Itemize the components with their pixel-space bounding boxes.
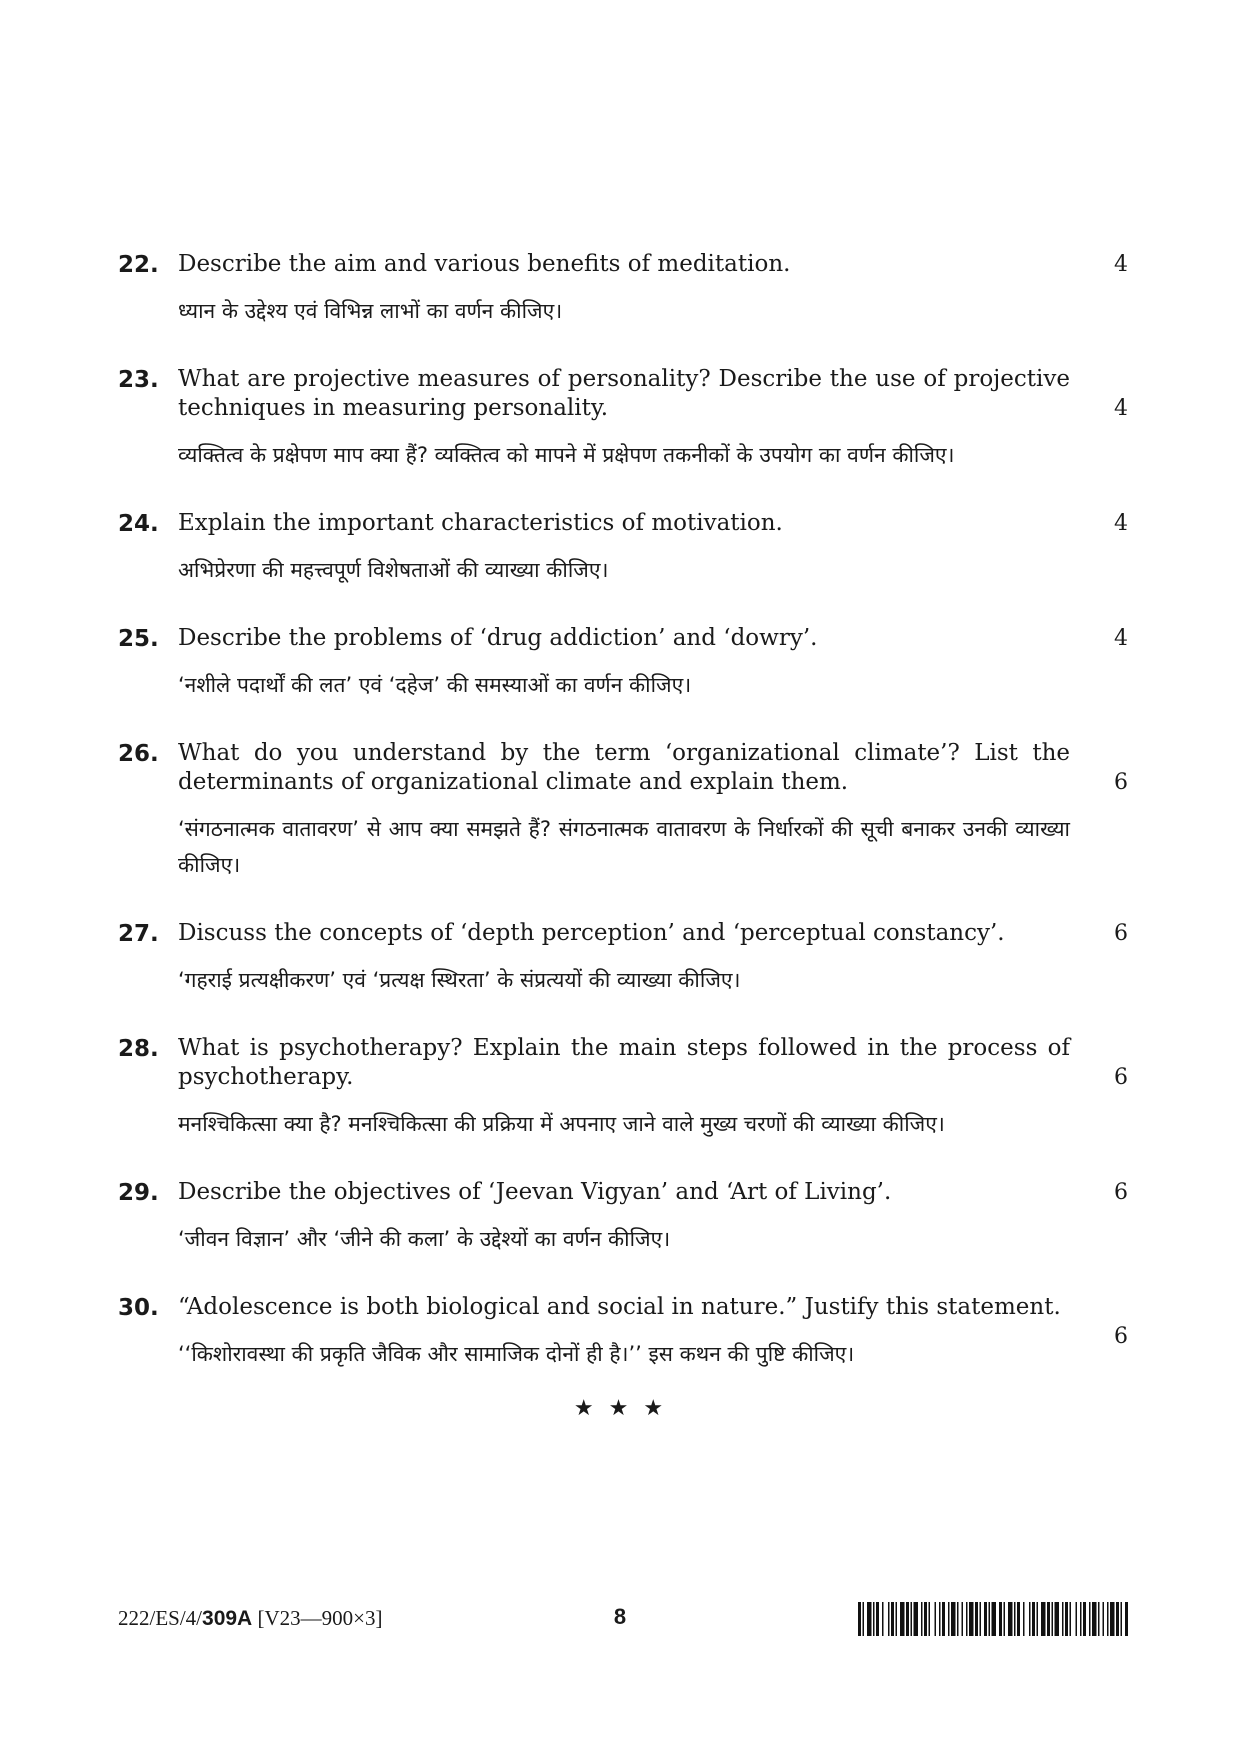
barcode-bar [882, 1602, 884, 1636]
question-26 [118, 739, 1128, 883]
barcode-bar [1047, 1602, 1050, 1636]
barcode-bar [975, 1602, 978, 1636]
question-text-english: Discuss the concepts of ‘depth perception’ and ‘perceptual constancy’. [178, 920, 1005, 946]
barcode-bar [957, 1602, 959, 1636]
barcode-bar [911, 1602, 913, 1636]
question-number: 28. [118, 1036, 159, 1062]
question-marks: 4 [1114, 396, 1128, 421]
barcode-bar [935, 1602, 937, 1636]
barcode-bar [942, 1602, 945, 1636]
question-text-english: Explain the important characteristics of motivation. [178, 510, 783, 536]
question-number: 24. [118, 511, 159, 537]
barcode-bar [939, 1602, 941, 1636]
question-23 [118, 365, 1128, 473]
question-marks: 4 [1114, 511, 1128, 536]
barcode-bar [1037, 1602, 1039, 1636]
barcode-image [858, 1602, 1128, 1636]
question-text-hindi: व्यक्तित्व के प्रक्षेपण माप क्या हैं? व्यक्तित्व को मापने में प्रक्षेपण तकनीकों के उपयोग का वर्णन कीजिए। [178, 443, 955, 467]
question-text-hindi: मनश्चिकित्सा क्या है? मनश्चिकित्सा की प्रक्रिया में अपनाए जाने वाले मुख्य चरणों की व्याख्या कीजिए। [178, 1112, 945, 1136]
barcode-bar [966, 1602, 968, 1636]
barcode-bar [1098, 1602, 1100, 1636]
barcode-bar [1055, 1602, 1060, 1636]
question-text-english: What is psychotherapy? Explain the main steps followed in the process of psychotherapy. [178, 1035, 1070, 1090]
barcode-bar [999, 1602, 1002, 1636]
barcode-bar [863, 1602, 865, 1636]
question-27 [118, 919, 1128, 998]
question-text-english: “Adolescence is both biological and social in nature.” Justify this statement. [178, 1294, 1061, 1320]
barcode-bar [1083, 1602, 1086, 1636]
paper-code [118, 1606, 382, 1631]
barcode-bar [876, 1602, 879, 1636]
barcode-bar [858, 1602, 861, 1636]
barcode-bar [1080, 1602, 1082, 1636]
question-29 [118, 1178, 1128, 1257]
question-list [118, 250, 1128, 1408]
barcode-bar [1004, 1602, 1006, 1636]
barcode-bar [1065, 1602, 1068, 1636]
barcode-bar [948, 1602, 950, 1636]
barcode-bar [1089, 1602, 1091, 1636]
question-text-hindi: ‘जीवन विज्ञान’ और ‘जीने की कला’ के उद्देश्यों का वर्णन कीजिए। [178, 1227, 671, 1251]
barcode-bar [984, 1602, 987, 1636]
barcode-bar [891, 1602, 894, 1636]
question-text-hindi: ‘नशीले पदार्थों की लत’ एवं ‘दहेज’ की समस्याओं का वर्णन कीजिए। [178, 673, 692, 697]
question-text-hindi: ध्यान के उद्देश्य एवं विभिन्न लाभों का वर्णन कीजिए। [178, 299, 563, 323]
question-text-hindi: अभिप्रेरणा की महत्त्वपूर्ण विशेषताओं की व्याख्या कीजिए। [178, 558, 609, 582]
barcode-bar [969, 1602, 974, 1636]
barcode-bar [951, 1602, 956, 1636]
paper-code-prefix: 222/ES/4/ [118, 1606, 203, 1630]
question-marks: 6 [1114, 1324, 1128, 1349]
question-24 [118, 509, 1128, 588]
barcode-bar [900, 1602, 905, 1636]
question-number: 29. [118, 1180, 159, 1206]
question-text-hindi: ‘संगठनात्मक वातावरण’ से आप क्या समझते हैं? संगठनात्मक वातावरण के निर्धारकों की सूची बनाकर उनकी व्याख्या कीजिए। [178, 817, 1070, 877]
end-of-paper-stars: ★ ★ ★ [573, 1396, 668, 1421]
question-text-english: Describe the problems of ‘drug addiction’ and ‘dowry’. [178, 625, 818, 651]
barcode-bar [989, 1602, 991, 1636]
question-number: 26. [118, 741, 159, 767]
question-number: 25. [118, 626, 159, 652]
barcode-bar [1062, 1602, 1064, 1636]
barcode-bar [980, 1602, 982, 1636]
question-number: 30. [118, 1295, 159, 1321]
barcode-bar [1029, 1602, 1031, 1636]
barcode-bar [873, 1602, 875, 1636]
question-number: 27. [118, 921, 159, 947]
barcode-bar [1107, 1602, 1109, 1636]
question-text-hindi: ‘गहराई प्रत्यक्षीकरण’ एवं ‘प्रत्यक्ष स्थिरता’ के संप्रत्ययों की व्याख्या कीजिए। [178, 968, 741, 992]
barcode-bar [1092, 1602, 1097, 1636]
question-marks: 6 [1114, 770, 1128, 795]
question-text-english: What do you understand by the term ‘organizational climate’? List the determinants of organizational climate and explain them. [178, 740, 1070, 795]
paper-code-bold: 309A [202, 1607, 253, 1630]
barcode-bar [867, 1602, 872, 1636]
barcode-bar [921, 1602, 923, 1636]
barcode-bar [1070, 1602, 1072, 1636]
question-text-english: What are projective measures of personality? Describe the use of projective techniques in measuring personality. [178, 366, 1070, 421]
barcode-bar [1125, 1602, 1128, 1636]
barcode-bar [1076, 1602, 1078, 1636]
question-28 [118, 1034, 1128, 1142]
question-marks: 6 [1114, 921, 1128, 946]
question-marks: 4 [1114, 626, 1128, 651]
barcode-bar [1110, 1602, 1115, 1636]
barcode-bar [962, 1602, 964, 1636]
barcode-bar [914, 1602, 919, 1636]
question-30 [118, 1293, 1128, 1372]
barcode-bar [896, 1602, 898, 1636]
question-marks: 4 [1114, 252, 1128, 277]
page-number: 8 [613, 1604, 627, 1629]
question-text-english: Describe the aim and various benefits of meditation. [178, 251, 791, 277]
question-number: 23. [118, 367, 159, 393]
barcode-bar [924, 1602, 927, 1636]
barcode-bar [992, 1602, 997, 1636]
barcode-bar [1023, 1602, 1025, 1636]
barcode-bar [1052, 1602, 1054, 1636]
question-marks: 6 [1114, 1180, 1128, 1205]
paper-code-suffix: [V23—900×3] [252, 1606, 383, 1630]
barcode-bar [888, 1602, 890, 1636]
barcode-bar [1121, 1602, 1123, 1636]
barcode-bar [1041, 1602, 1046, 1636]
barcode-bar [1116, 1602, 1119, 1636]
question-22 [118, 250, 1128, 329]
question-marks: 6 [1114, 1065, 1128, 1090]
question-text-hindi: ‘‘किशोरावस्था की प्रकृति जैविक और सामाजिक दोनों ही है।’’ इस कथन की पुष्टि कीजिए। [178, 1342, 855, 1366]
barcode-bar [929, 1602, 931, 1636]
barcode-bar [1032, 1602, 1035, 1636]
barcode-bar [1103, 1602, 1105, 1636]
question-text-english: Describe the objectives of ‘Jeevan Vigyan’ and ‘Art of Living’. [178, 1179, 892, 1205]
barcode-bar [1014, 1602, 1016, 1636]
barcode-bar [1017, 1602, 1020, 1636]
barcode-bar [1008, 1602, 1013, 1636]
question-25 [118, 624, 1128, 703]
barcode-bar [906, 1602, 909, 1636]
question-number: 22. [118, 252, 159, 278]
